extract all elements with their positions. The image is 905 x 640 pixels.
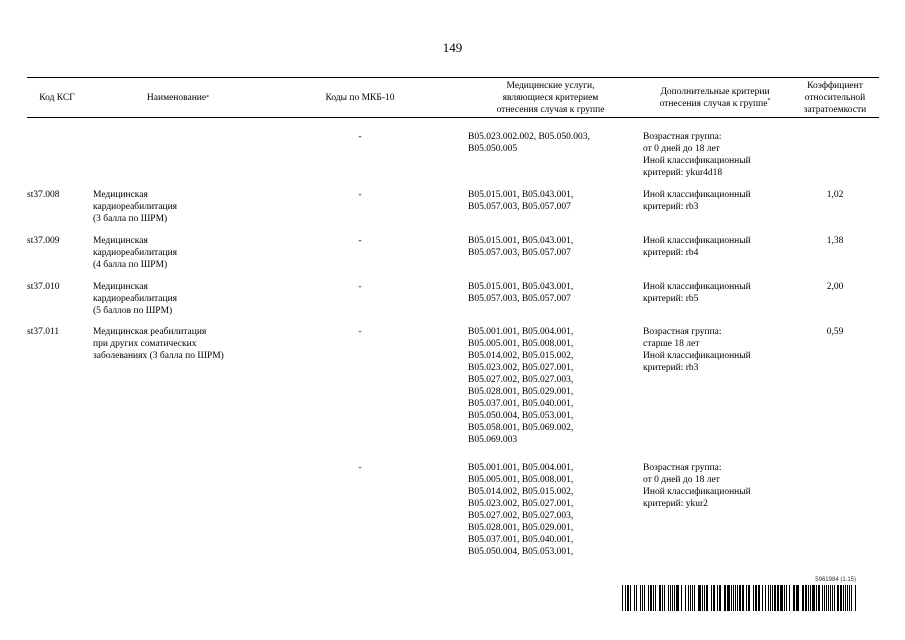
header-coef-line3: затратоемкости (803, 104, 867, 115)
cell-name: Медицинская кардиореабилитация (3 балла по ШРМ) (93, 190, 178, 224)
header-bottom-rule (27, 117, 879, 118)
barcode-icon (622, 585, 856, 611)
cell-additional: Иной классификационный критерий: rb5 (643, 282, 751, 304)
barcode-id: 5961984 (1.15) (815, 577, 856, 583)
header-additional (640, 78, 790, 117)
header-code-label: Код КСГ (39, 92, 75, 103)
cell-additional: Возрастная группа: от 0 дней до 18 лет Иной классификационный критерий: ykur4d18 (643, 132, 751, 178)
header-additional-footnote-mark: * (767, 97, 771, 104)
cell-services: B05.015.001, B05.043.001, B05.057.003, B05.057.007 (468, 236, 574, 258)
cell-coef: 0,59 (826, 327, 844, 337)
header-code (27, 78, 87, 117)
header-mkb-label: Коды по МКБ-10 (325, 92, 395, 103)
cell-additional: Иной классификационный критерий: rb3 (643, 190, 751, 212)
cell-mkb: - (358, 282, 362, 292)
cell-additional: Возрастная группа: от 0 дней до 18 лет Иной классификационный критерий: ykur2 (643, 463, 751, 509)
cell-services: B05.001.001, B05.004.001, B05.005.001, B05.008.001, B05.014.002, B05.015.002, B05.023.002, B05.027.001, B05.027.002, B05.027.003, B05.028.001, B05.029.001, B05.037.001, B05.040.001, B05.050.004, B05.053.001, B05.058.001, B05.069.002, B05.069.003 (468, 327, 574, 445)
cell-services: B05.023.002.002, B05.050.003, B05.050.005 (468, 132, 590, 154)
header-name: Наименование * (146, 92, 210, 103)
cell-code: st37.009 (27, 236, 60, 246)
header-additional-line1: Дополнительные критерии (660, 86, 770, 97)
cell-coef: 2,00 (826, 282, 844, 292)
cell-mkb: - (358, 190, 362, 200)
header-coef-line1: Коэффициент (807, 80, 863, 91)
cell-additional: Возрастная группа: старше 18 лет Иной классификационный критерий: rb3 (643, 327, 751, 373)
cell-additional: Иной классификационный критерий: rb4 (643, 236, 751, 258)
cell-name: Медицинская кардиореабилитация (5 баллов по ШРМ) (93, 282, 178, 316)
header-coef (795, 78, 875, 117)
cell-mkb: - (358, 132, 362, 142)
cell-coef: 1,38 (826, 236, 844, 246)
header-mkb (300, 78, 420, 117)
header-services-line1: Медицинские услуги, (506, 80, 595, 91)
cell-code: st37.008 (27, 190, 60, 200)
header-services-line2: являющиеся критерием (502, 92, 599, 103)
cell-services: B05.015.001, B05.043.001, B05.057.003, B05.057.007 (468, 282, 574, 304)
cell-name: Медицинская кардиореабилитация (4 балла по ШРМ) (93, 236, 178, 270)
cell-mkb: - (358, 327, 362, 337)
cell-mkb: - (358, 463, 362, 473)
header-additional-line2: отнесения случая к группе (659, 98, 768, 109)
page-number: 149 (442, 40, 463, 55)
header-name-label: Наименование (146, 92, 207, 103)
header-services-line3: отнесения случая к группе (496, 104, 605, 115)
cell-code: st37.011 (27, 327, 60, 337)
cell-mkb: - (358, 236, 362, 246)
cell-services: B05.015.001, B05.043.001, B05.057.003, B05.057.007 (468, 190, 574, 212)
cell-code: st37.010 (27, 282, 60, 292)
cell-services: B05.001.001, B05.004.001, B05.005.001, B05.008.001, B05.014.002, B05.015.002, B05.023.002, B05.027.001, B05.027.002, B05.027.003, B05.028.001, B05.029.001, B05.037.001, B05.040.001, B05.050.004, B05.053.001, (468, 463, 574, 557)
header-services (463, 78, 638, 117)
cell-name: Медицинская реабилитация при других соматических заболеваниях (3 балла по ШРМ) (93, 327, 224, 361)
header-coef-line2: относительной (804, 92, 866, 103)
cell-coef: 1,02 (826, 190, 844, 200)
